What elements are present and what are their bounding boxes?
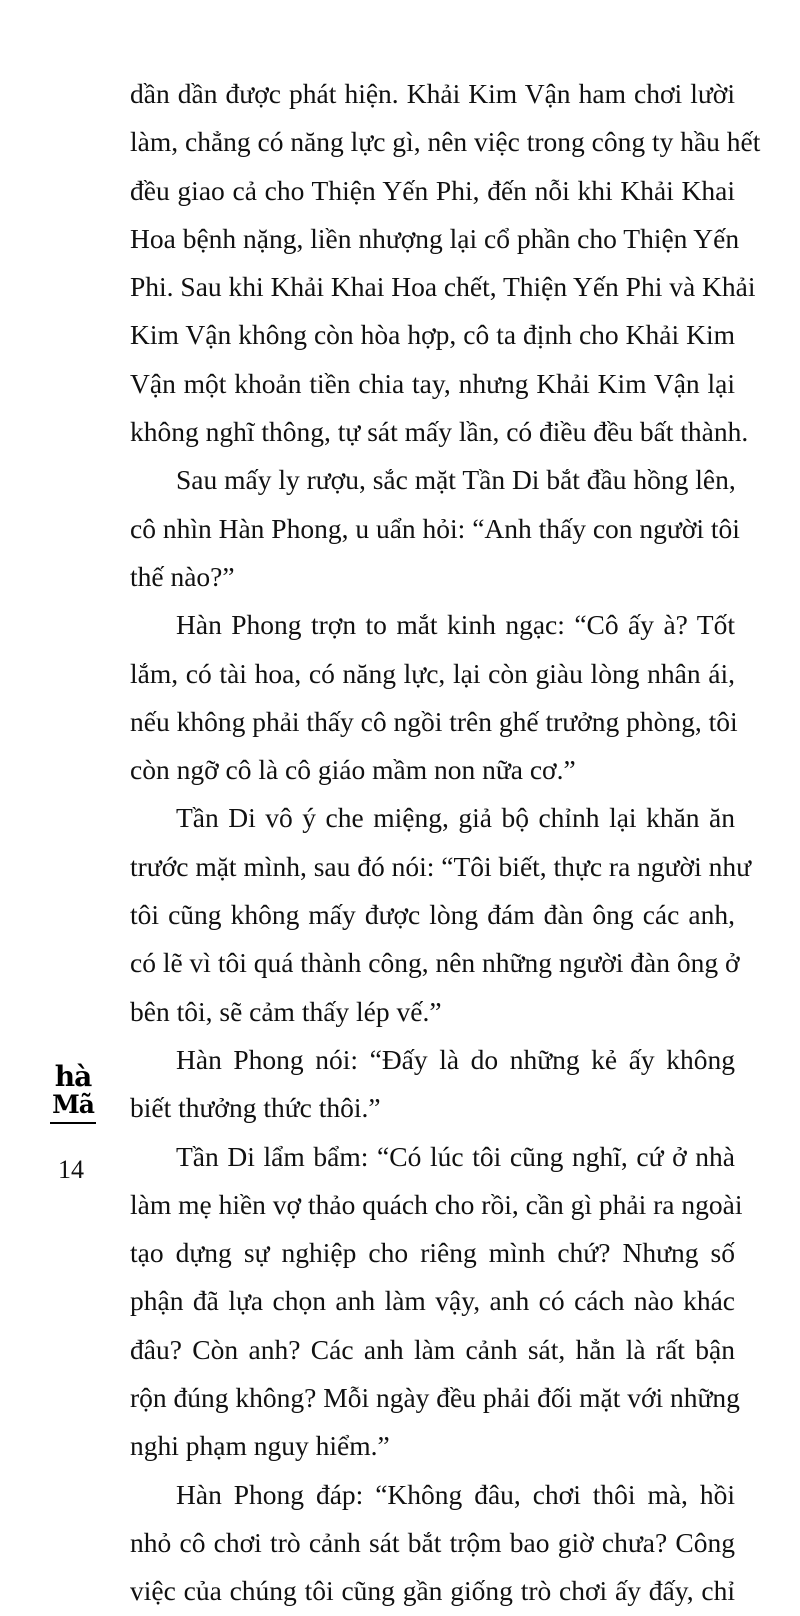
- text-line: nghi phạm nguy hiểm.”: [130, 1430, 390, 1462]
- logo-bottom-text: Mã: [52, 1090, 94, 1119]
- text-line: nhỏ cô chơi trò cảnh sát bắt trộm bao giờ chưa? Công: [130, 1526, 735, 1558]
- text-line: cô nhìn Hàn Phong, u uẩn hỏi: “Anh thấy con người tôi: [130, 512, 740, 544]
- text-line: tạo dựng sự nghiệp cho riêng mình chứ? Nhưng số: [130, 1237, 735, 1269]
- logo-underline: [50, 1122, 96, 1124]
- text-line: Vận một khoản tiền chia tay, nhưng Khải Kim Vận lại: [130, 367, 735, 399]
- text-line: rộn đúng không? Mỗi ngày đều phải đối mặt với những: [130, 1382, 740, 1414]
- text-line: dần dần được phát hiện. Khải Kim Vận ham chơi lười: [130, 78, 735, 109]
- text-line: Tần Di vô ý che miệng, giả bộ chỉnh lại khăn ăn: [176, 802, 735, 834]
- text-line: biết thưởng thức thôi.”: [130, 1092, 381, 1124]
- text-line: còn ngỡ cô là cô giáo mầm non nữa cơ.”: [130, 754, 576, 786]
- text-line: Hàn Phong nói: “Đấy là do những kẻ ấy không: [176, 1043, 735, 1075]
- text-line: tôi cũng không mấy được lòng đám đàn ông các anh,: [130, 899, 735, 931]
- logo-top-text: hà: [54, 1060, 92, 1093]
- text-line: Sau mấy ly rượu, sắc mặt Tần Di bắt đầu hồng lên,: [176, 464, 736, 496]
- text-line: thế nào?”: [130, 560, 235, 592]
- body-text: [130, 70, 761, 1616]
- text-line: không nghĩ thông, tự sát mấy lần, có điều đều bất thành.: [130, 416, 749, 448]
- text-line: Hàn Phong trợn to mắt kinh ngạc: “Cô ấy à? Tốt: [176, 609, 735, 641]
- text-line: Hàn Phong đáp: “Không đâu, chơi thôi mà, hồi: [176, 1478, 735, 1510]
- text-line: Tần Di lẩm bẩm: “Có lúc tôi cũng nghĩ, cứ ở nhà: [176, 1140, 735, 1172]
- text-line: đâu? Còn anh? Các anh làm cảnh sát, hẳn là rất bận: [130, 1333, 735, 1365]
- text-line: phận đã lựa chọn anh làm vậy, anh có cách nào khác: [130, 1285, 735, 1317]
- text-line: làm, chẳng có năng lực gì, nên việc trong công ty hầu hết: [130, 126, 761, 158]
- text-line: bên tôi, sẽ cảm thấy lép vế.”: [130, 995, 442, 1027]
- page-number: 14: [58, 1155, 84, 1184]
- text-line: Hoa bệnh nặng, liền nhượng lại cổ phần cho Thiện Yến: [130, 222, 740, 254]
- text-line: Phi. Sau khi Khải Khai Hoa chết, Thiện Yến Phi và Khải: [130, 271, 756, 303]
- publisher-logo: [48, 1062, 98, 1124]
- text-line: đều giao cả cho Thiện Yến Phi, đến nỗi khi Khải Khai: [130, 174, 735, 206]
- text-line: nếu không phải thấy cô ngồi trên ghế trưởng phòng, tôi: [130, 705, 738, 737]
- text-line: có lẽ vì tôi quá thành công, nên những người đàn ông ở: [130, 947, 740, 979]
- text-line: lắm, có tài hoa, có năng lực, lại còn giàu lòng nhân ái,: [130, 657, 735, 689]
- text-line: làm mẹ hiền vợ thảo quách cho rồi, cần gì phải ra ngoài: [130, 1188, 743, 1220]
- text-line: Kim Vận không còn hòa hợp, cô ta định cho Khải Kim: [130, 319, 735, 351]
- text-line: việc của chúng tôi cũng gần giống trò chơi ấy đấy, chỉ: [130, 1575, 735, 1607]
- text-line: trước mặt mình, sau đó nói: “Tôi biết, thực ra người như: [130, 850, 752, 882]
